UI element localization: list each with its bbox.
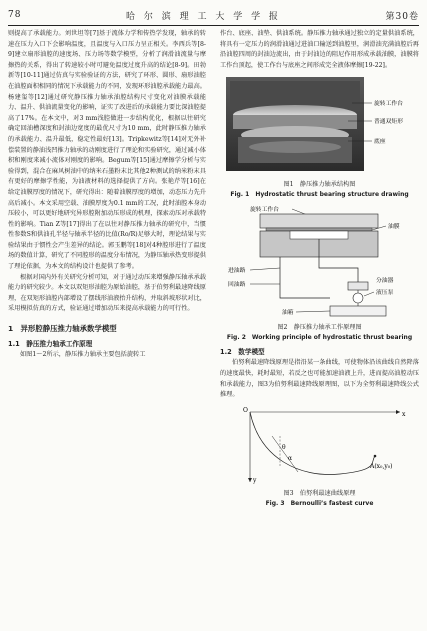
fig2-oil-film xyxy=(266,228,372,231)
figure-1-label-pad: 普通双矩形 xyxy=(374,119,403,126)
fig2-oil-cavity xyxy=(290,231,348,239)
page-number: 78 xyxy=(8,10,22,20)
fig3-brachistochrone-curve xyxy=(250,412,375,475)
figure-1-label-base: 底座 xyxy=(374,139,386,146)
figure-2-label-return: 回油路 xyxy=(228,282,246,289)
fig3-y-arrow xyxy=(248,478,252,482)
figure-1-photo xyxy=(220,75,419,175)
section-1-2-text: 伯努利最速降线原理是指沿某一条曲线，可使物体沿该曲线自然降落的速度最快，耗时最短，若反之也可能加速油液上升，进而提高油腔动压和承载能力，图3为伯努利最速降线原理图，以下为全努利最速降线公式推理。 xyxy=(220,359,419,399)
figure-2-label-pump: 液压泵 xyxy=(376,290,394,297)
fig2-pump xyxy=(353,293,363,303)
figure-1 xyxy=(220,75,419,177)
figure-2-label-inlet: 进油路 xyxy=(228,268,246,275)
figure-2-diagram xyxy=(220,202,419,320)
fig3-y-label: y xyxy=(253,476,257,484)
section-1-2-title: 1.2 数学模型 xyxy=(220,348,265,357)
figure-2-label-oil-film: 油膜 xyxy=(388,224,400,231)
figure-2-caption-cn: 图2 静压推力轴承工作原理图 xyxy=(277,324,362,332)
fig3-point-a xyxy=(374,454,377,457)
page-header xyxy=(8,6,419,24)
right-paragraph-top: 作台、底座、油垫、供油系统。静压推力轴承通过独立的定量供油系统，将具有一定压力的润滑油通过进油口输送到油腔里，润滑油充满油腔后再沿油腔四周的封油边流出，由于封油边的阻尼作用形成承载油膜，油膜将工作台顶起，使工作台与底座之间形成完全液体摩擦[19-22]。 xyxy=(220,30,419,69)
fig3-theta: θ xyxy=(282,443,286,451)
fig3-point-a-label: A(x₀,y₀) xyxy=(370,462,393,470)
figure-2-label-tank: 油箱 xyxy=(282,310,294,317)
journal-title: 哈 尔 滨 理 工 大 学 学 报 xyxy=(126,11,281,22)
fig3-alpha: α xyxy=(288,454,293,462)
fig2-return-pipe xyxy=(280,257,330,298)
fig2-distributor xyxy=(348,282,368,290)
left-paragraph-1: 则提高了承载能力。刘世坦等[7]基于流体力学和传热学发现，轴承的转速在压力入口下会影响温度，且温度与入口压力呈正相关。李西兵等[8-9]建立扇形油腔的速度场、压力场等数学模型，分析了润滑油流量与摩擦热的关系，得出了转速较小时可避免温度过度升高的结论[8-9]。田勃新等[10-11]通过仿真与实验验证的方法，研究了环形、圆形、扇形油腔在油腔面积相同的情况下承载能力的不同，发现环形油腔承载能力最高。杨建玺等[12]通过研究静压推力轴承油腔结构尺寸变化对油膜承载能力、温升、供油流量变化的影响，证实了改进后的承载能力要比深油腔提高了17%。在本文中，对3 mm浅腔做进一步结构优化，根据以往研究确定回油槽深度和封油边宽度的最优尺寸为10 mm，此时静压推力轴承的承载能力、温升最低，稳定性最好[13]。Tripkewitz等[14]对无外补偿装置的静油浅凹推力轴承的动刚度进行了理论和实验研究，通过减小体积和刚度来减小流体对刚度的影响。Begum等[15]通过摩擦学分析与实验得到，混合在麻风树油中的纳米石墨粉末比其他2种测试的纳米粉末具有更好的摩擦学性能，为油液材料的选择提供了方向。张艳芹等[16]在给定油膜厚度的情况下，研究得出：随着油膜厚度的增加，动态压力先升高后减小。本文采用空载、油膜厚度为0.1 mm的工况，此时油腔本身动压较小，可以更好地研究异形腔附加动压形成的机理，探索动压对承载特性的影响。Tian Z等[17]得出了在以往对静压推力轴承的研究中，当惯性参数S和供油孔半径与轴承半径的比值(Ro/R)足够大时，理论结果与实验结果由于惯性会产生差异的结论。郭玉鹏等[18]对4种腔形进行了温度场的数值计算，研究了不同腔形的温度分布情况，为静压轴承热变形提供了理论依据，为本文的结构设计也提供了参考。 xyxy=(8,30,206,271)
figure-3-diagram xyxy=(220,404,419,486)
figure-3-caption-cn: 图3 伯努利最速曲线原理 xyxy=(283,489,356,497)
fig3-x-arrow xyxy=(396,410,400,414)
section-1-1-title: 1.1 静压推力轴承工作原理 xyxy=(8,340,93,349)
fig3-tangent-line xyxy=(272,436,298,472)
left-column xyxy=(8,29,206,623)
figure-1-caption-en: Fig. 1 Hydrostatic thrust bearing structure drawing xyxy=(230,191,409,199)
section-1-title: 1 异形腔静压推力轴承数学模型 xyxy=(8,324,117,334)
fig2-leader-inlet xyxy=(250,268,280,270)
fig3-x-label: x xyxy=(402,410,406,418)
figure-2-caption-en: Fig. 2 Working principle of hydrostatic thrust bearing xyxy=(226,334,413,342)
figure-3-caption-en: Fig. 3 Bernoulli’s fastest curve xyxy=(265,499,374,507)
volume-label: 第30卷 xyxy=(385,11,419,22)
left-paragraph-2: 根据对国内外有关研究分析可知，对于通过动压来增强静压轴承承载能力的研究较少。本文以双矩形油腔为原始油腔，基于伯努利最速降线原理，在双矩形油腔内部增设了摆线形油液抬升结构，并取斜坡形状对比，采用模拟仿真的方式，验证通过增加动压来提高承载能力的可行性。 xyxy=(8,273,206,313)
right-column xyxy=(220,29,419,623)
figure-1-label-table: 旋转工作台 xyxy=(374,101,403,108)
photo-base-ring xyxy=(249,141,341,153)
fig2-leader-pump xyxy=(364,292,374,296)
section-1-1-text: 如图1～2所示，静压推力轴承主要包括旋转工 xyxy=(20,351,146,359)
fig3-origin: O xyxy=(243,406,248,414)
fig2-rotary-table xyxy=(260,214,378,228)
header-rule xyxy=(8,25,419,26)
fig2-leader-tank xyxy=(296,311,330,312)
fig2-tank xyxy=(330,306,386,316)
figure-2-label-table: 旋转工作台 xyxy=(250,207,279,214)
figure-2-label-distributor: 分油器 xyxy=(376,278,394,285)
figure-1-caption-cn: 图1 静压推力轴承结构图 xyxy=(283,181,356,189)
